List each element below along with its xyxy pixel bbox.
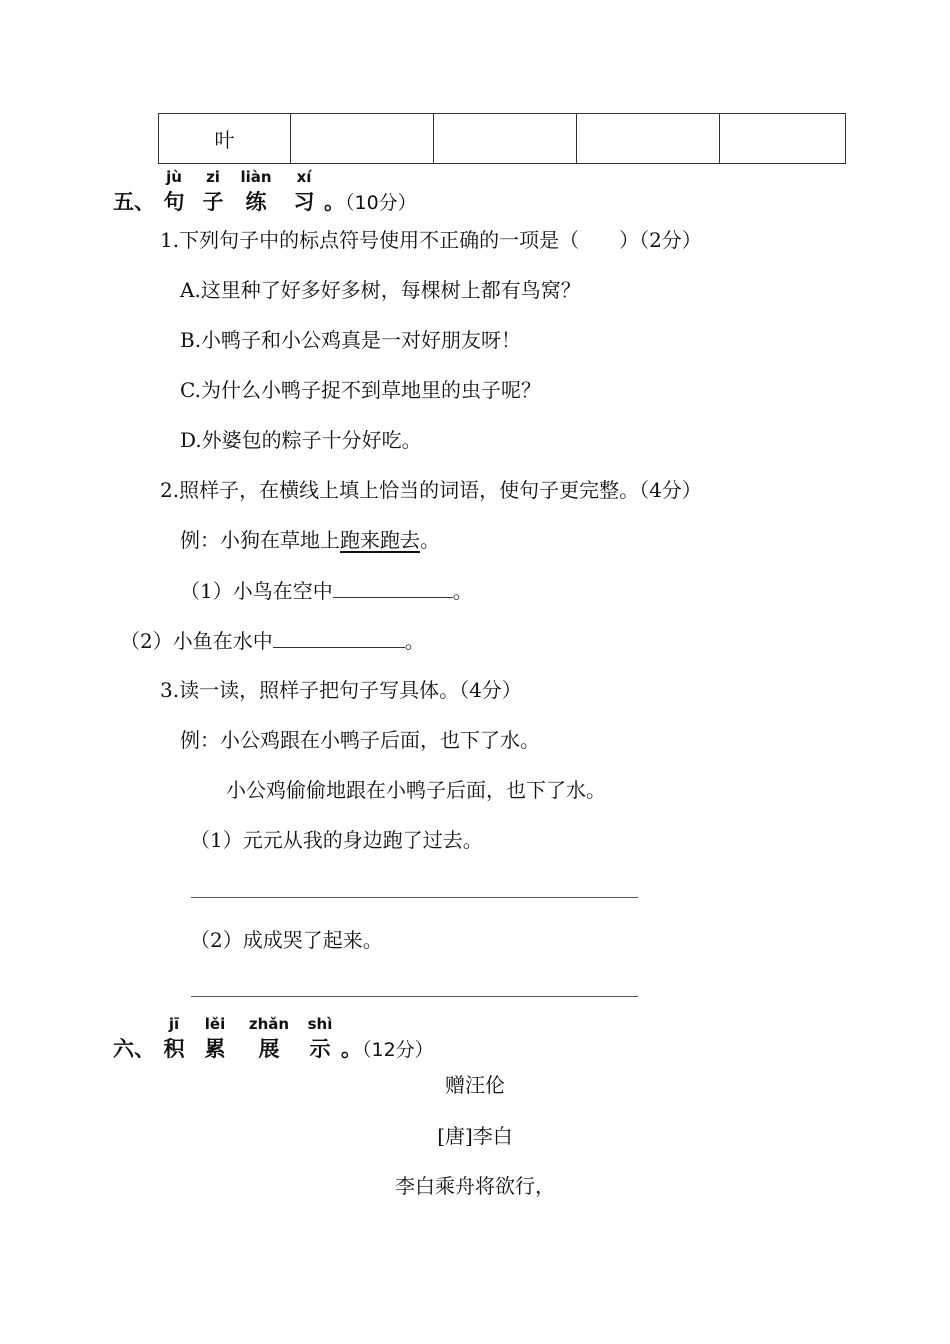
table-cell-empty <box>577 114 720 164</box>
pinyin-shi: shì <box>307 1015 333 1033</box>
pinyin-zhan: zhǎn <box>248 1015 290 1033</box>
q3-example2: 小公鸡偷偷地跟在小鸭子后面，也下了水。 <box>226 778 606 802</box>
table-cell-empty <box>291 114 434 164</box>
pinyin-lian: liàn <box>240 168 272 186</box>
char-lian: 练 <box>245 190 267 214</box>
q1-prompt: 1.下列句子中的标点符号使用不正确的一项是（ ）（2分） <box>160 228 702 252</box>
q1-option-a: A.这里种了好多好多树，每棵树上都有鸟窝？ <box>180 278 581 302</box>
q2-prompt: 2.照样子，在横线上填上恰当的词语，使句子更完整。（4分） <box>160 478 702 502</box>
pinyin-ji: jī <box>168 1015 180 1033</box>
q2-item1: （1）小鸟在空中 。 <box>180 579 473 603</box>
table-cell-empty <box>720 114 846 164</box>
char-shi: 示 <box>309 1037 331 1061</box>
q2-item2-blank[interactable] <box>273 627 405 648</box>
q2-example-underlined: 跑来跑去 <box>340 528 420 552</box>
section5-number: 五、 <box>113 190 155 214</box>
q2-item2: （2）小鱼在水中 。 <box>120 629 425 653</box>
char-zi: 子 <box>202 190 224 214</box>
q3-item2-answer-line[interactable] <box>191 996 638 997</box>
q1-option-d: D.外婆包的粽子十分好吃。 <box>180 428 422 452</box>
q1-option-b: B.小鸭子和小公鸡真是一对好朋友呀！ <box>180 328 522 352</box>
char-xi: 习 <box>293 190 315 214</box>
char-zhan: 展 <box>258 1037 280 1061</box>
q2-example: 例：小狗在草地上跑来跑去。 <box>180 528 440 552</box>
q3-example1: 例：小公鸡跟在小鸭子后面，也下了水。 <box>180 728 540 752</box>
section6-score: （12分） <box>362 1039 434 1061</box>
q2-item1-blank[interactable] <box>333 577 453 598</box>
q3-prompt: 3.读一读，照样子把句子写具体。（4分） <box>160 678 522 702</box>
section6-end: 。（12分） <box>341 1037 434 1061</box>
q3-item1: （1）元元从我的身边跑了过去。 <box>190 828 483 852</box>
poem-author: [唐]李白 <box>437 1124 513 1148</box>
pinyin-zi: zi <box>206 168 220 186</box>
pinyin-lei: lěi <box>204 1015 226 1033</box>
char-ji: 积 <box>163 1037 185 1061</box>
poem-line-1: 李白乘舟将欲行， <box>395 1174 555 1198</box>
table-cell-empty <box>434 114 577 164</box>
pinyin-xi: xí <box>296 168 312 186</box>
table-row <box>159 114 846 164</box>
section5-end: 。（10分） <box>324 190 417 214</box>
section5-score: （10分） <box>345 192 417 214</box>
char-ju: 句 <box>163 190 185 214</box>
char-lei: 累 <box>204 1037 226 1061</box>
section6-number: 六、 <box>113 1037 155 1061</box>
word-table <box>158 113 846 164</box>
table-cell-ye: 叶 <box>159 114 291 164</box>
q3-item1-answer-line[interactable] <box>191 897 638 898</box>
poem-title: 赠汪伦 <box>445 1073 505 1097</box>
q1-option-c: C.为什么小鸭子捉不到草地里的虫子呢？ <box>180 378 541 402</box>
pinyin-ju: jù <box>166 168 182 186</box>
q3-item2: （2）成成哭了起来。 <box>190 928 383 952</box>
